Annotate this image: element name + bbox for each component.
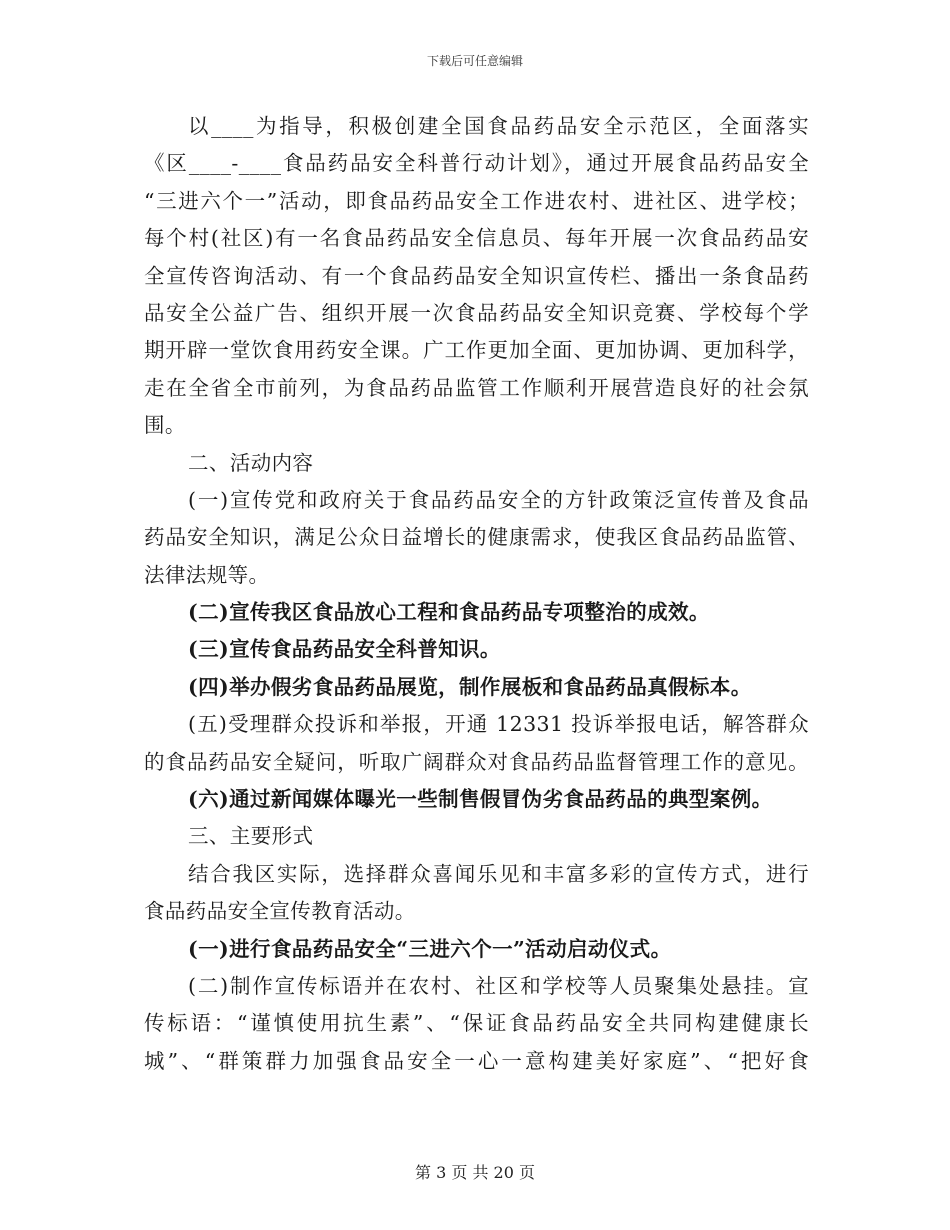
- text-line: (三)宣传食品药品安全科普知识。: [188, 637, 501, 662]
- text-line: (五)受理群众投诉和举报，开通 12331 投诉举报电话，解答群众: [188, 712, 809, 737]
- text-line: 三、主要形式: [188, 824, 314, 849]
- text-line: 结合我区实际，选择群众喜闻乐见和丰富多彩的宣传方式，进行: [188, 861, 809, 886]
- text-line: 药品安全知识，满足公众日益增长的健康需求，使我区食品药品监管、: [144, 525, 809, 550]
- text-line: (二)宣传我区食品放心工程和食品药品专项整治的成效。: [188, 600, 710, 625]
- text-line: 《区____-____食品药品安全科普行动计划》，通过开展食品药品安全: [144, 151, 809, 176]
- document-body: [144, 108, 809, 1080]
- text-line: 传标语：“谨慎使用抗生素”、“保证食品药品安全共同构建健康长: [144, 1011, 809, 1036]
- page-header: 下载后可任意编辑: [426, 54, 523, 68]
- text-line: 二、活动内容: [188, 450, 314, 475]
- text-line: 城”、“群策群力加强食品安全一心一意构建美好家庭”、“把好食: [144, 1048, 809, 1073]
- text-line: 法律法规等。: [144, 562, 270, 587]
- text-line: 围。: [144, 413, 186, 438]
- text-line: (四)举办假劣食品药品展览，制作展板和食品药品真假标本。: [188, 674, 752, 699]
- text-line: 食品药品安全宣传教育活动。: [144, 899, 416, 924]
- text-line: 的食品药品安全疑问，听取广阔群众对食品药品监督管理工作的意见。: [144, 749, 809, 774]
- text-line: 以____为指导，积极创建全国食品药品安全示范区，全面落实: [188, 114, 809, 138]
- text-line: (一)宣传党和政府关于食品药品安全的方针政策泛宣传普及食品: [188, 487, 810, 512]
- text-line: 全宣传咨询活动、有一个食品药品安全知识宣传栏、播出一条食品药: [144, 263, 809, 288]
- text-line: 每个村(社区)有一名食品药品安全信息员、每年开展一次食品药品安: [144, 226, 809, 251]
- text-line: 走在全省全市前列，为食品药品监管工作顺利开展营造良好的社会氛: [144, 375, 809, 400]
- text-line: 品安全公益广告、组织开展一次食品药品安全知识竞赛、学校每个学: [144, 300, 809, 325]
- text-line: (一)进行食品药品安全“三进六个一”活动启动仪式。: [188, 936, 672, 961]
- text-line: 期开辟一堂饮食用药安全课。广工作更加全面、更加协调、更加科学，: [144, 338, 809, 363]
- text-line: (二)制作宣传标语并在农村、社区和学校等人员聚集处悬挂。宣: [188, 973, 810, 998]
- text-line: (六)通过新闻媒体曝光一些制售假冒伪劣食品药品的典型案例。: [188, 787, 773, 812]
- text-line: “三进六个一”活动，即食品药品安全工作进农村、进社区、进学校；: [144, 188, 809, 213]
- page-footer: 第 3 页 共 20 页: [415, 1163, 535, 1182]
